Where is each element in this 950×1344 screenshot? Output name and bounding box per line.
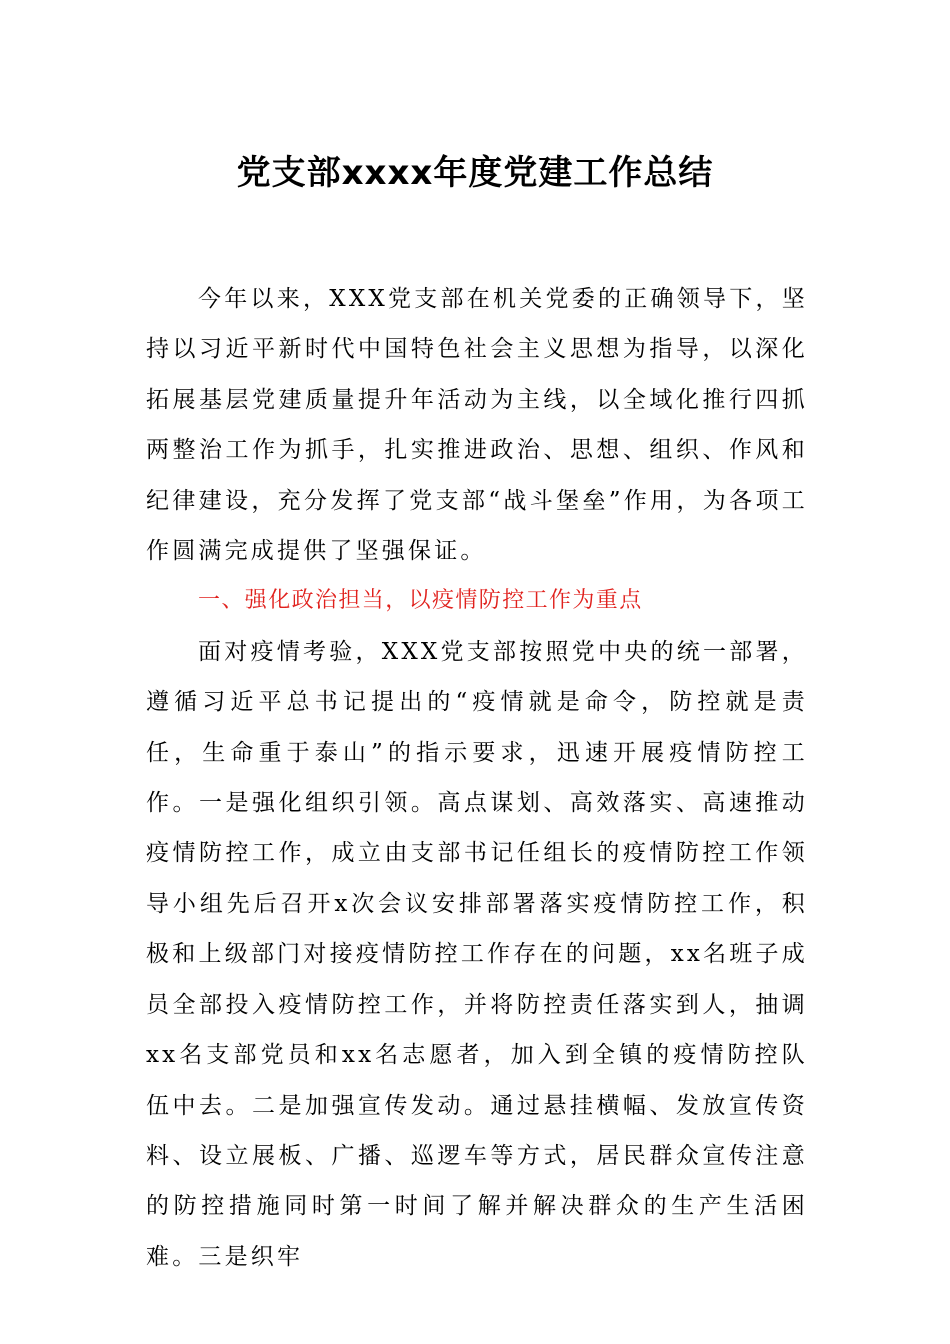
intro-paragraph: 今年以来，XXX党支部在机关党委的正确领导下，坚持以习近平新时代中国特色社会主义思想为指导，以深化拓展基层党建质量提升年活动为主线，以全域化推行四抓两整治工作为抓手，扎实推进政治、思想、组织、作风和纪律建设，充分发挥了党支部“战斗堡垒”作用，为各项工作圆满完成提供了坚强保证。 (146, 286, 808, 565)
section-paragraph: 面对疫情考验，XXX党支部按照党中央的统一部署，遵循习近平总书记提出的“疫情就是命令，防控就是责任，生命重于泰山”的指示要求，迅速开展疫情防控工作。一是强化组织引领。高点谋划、高效落实、高速推动疫情防控工作，成立由支部书记任组长的疫情防控工作领导小组先后召开x次会议安排部署落实疫情防控工作，积极和上级部门对接疫情防控工作存在的问题，xx名班子成员全部投入疫情防控工作，并将防控责任落实到人，抽调xx名支部党员和xx名志愿者，加入到全镇的疫情防控队伍中去。二是加强宣传发动。通过悬挂横幅、发放宣传资料、设立展板、广播、巡逻车等方式，居民群众宣传注意的防控措施同时第一时间了解并解决群众的生产生活困难。三是织牢 (146, 638, 808, 1270)
section-heading: 一、强化政治担当，以疫情防控工作为重点 (198, 588, 643, 614)
document-body (146, 274, 808, 1282)
document-title: 党支部xxxx年度党建工作总结 (236, 153, 714, 193)
